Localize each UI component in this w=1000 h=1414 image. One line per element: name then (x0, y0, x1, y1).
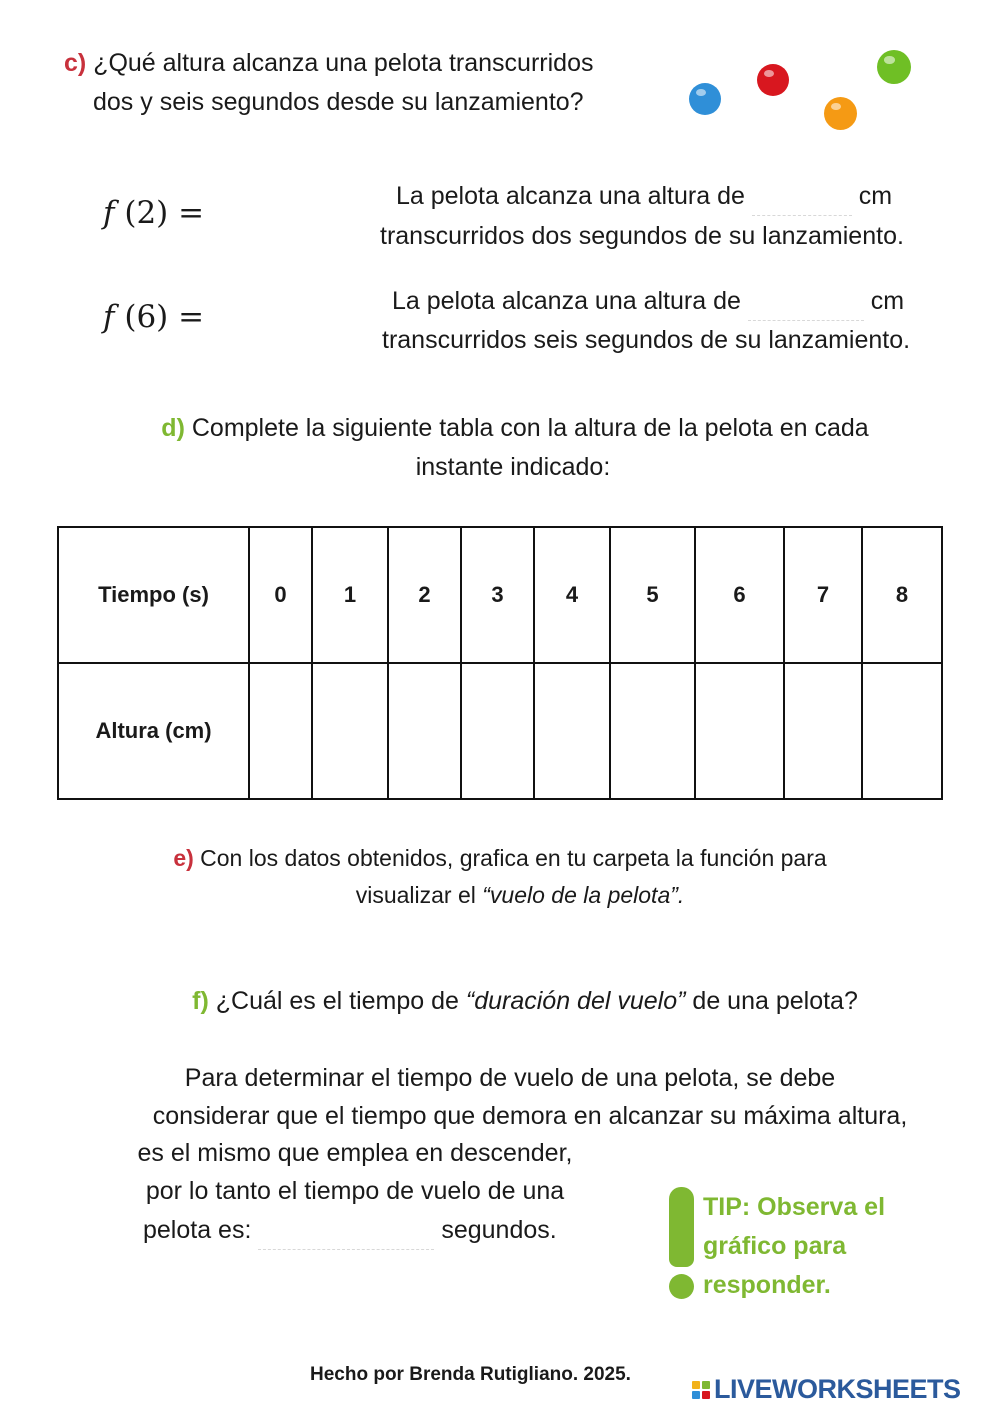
paragraph-line3: es el mismo que emplea en descender, (137, 1139, 573, 1167)
paragraph-line5 (143, 1211, 643, 1250)
f6-argument: (6) = (124, 299, 205, 335)
exclamation-icon (669, 1187, 694, 1267)
question-e (40, 840, 960, 877)
height-answer-cell[interactable] (461, 663, 534, 799)
f6-answer-line1 (392, 282, 962, 321)
question-letter-d: d) (161, 414, 185, 442)
height-answer-cell[interactable] (862, 663, 942, 799)
f2-height-input[interactable] (752, 186, 852, 216)
question-letter-e: e) (173, 845, 194, 871)
green-ball-icon (877, 50, 911, 84)
f6-height-input[interactable] (748, 291, 864, 321)
paragraph-line5-after: segundos. (441, 1216, 557, 1244)
time-cell: 7 (784, 527, 862, 663)
liveworksheets-logo-icon (692, 1381, 710, 1399)
height-table (57, 526, 943, 800)
f6-expression (103, 299, 204, 335)
f2-function-name: f (103, 195, 115, 231)
question-f-text-before: ¿Cuál es el tiempo de (215, 987, 459, 1015)
paragraph-line5-before: pelota es: (143, 1216, 252, 1244)
question-c (64, 44, 684, 83)
f2-answer-line1 (396, 177, 956, 216)
time-cell: 0 (249, 527, 312, 663)
height-answer-cell[interactable] (312, 663, 388, 799)
f2-expression (103, 195, 204, 231)
liveworksheets-brand: LIVEWORKSHEETS (714, 1374, 961, 1404)
height-answer-cell[interactable] (249, 663, 312, 799)
question-e-line2-text: visualizar el (355, 882, 476, 908)
tip-line2: gráfico para (703, 1232, 847, 1260)
question-letter-c: c) (64, 49, 87, 77)
time-cell: 2 (388, 527, 461, 663)
exclamation-dot-icon (669, 1274, 694, 1299)
question-f-text-after: de una pelota? (692, 987, 858, 1015)
question-f (80, 982, 970, 1021)
paragraph-line1: Para determinar el tiempo de vuelo de una pelota, se debe (184, 1064, 836, 1092)
question-c-line1: ¿Qué altura alcanza una pelota transcurridos (93, 49, 594, 77)
question-f-quote: “duración del vuelo” (465, 987, 686, 1015)
question-e-quote: “vuelo de la pelota”. (482, 882, 685, 908)
tip-box (703, 1188, 923, 1305)
height-row-header: Altura (cm) (58, 663, 249, 799)
author-credit: Hecho por Brenda Rutigliano. 2025. (310, 1364, 631, 1385)
time-row (58, 527, 942, 663)
f6-answer-line2: transcurridos seis segundos de su lanzamiento. (382, 326, 911, 354)
question-e-line1: Con los datos obtenidos, grafica en tu carpeta la función para (200, 845, 827, 871)
time-cell: 8 (862, 527, 942, 663)
red-ball-icon (757, 64, 789, 96)
f2-answer-line2: transcurridos dos segundos de su lanzamiento. (380, 222, 904, 250)
blue-ball-icon (689, 83, 721, 115)
liveworksheets-logo[interactable] (692, 1374, 961, 1405)
question-e-line2 (40, 877, 1000, 914)
height-answer-cell[interactable] (534, 663, 610, 799)
f6-unit: cm (870, 287, 905, 315)
f6-line1-text: La pelota alcanza una altura de (392, 287, 741, 315)
flight-time-input[interactable] (258, 1220, 434, 1250)
time-row-header: Tiempo (s) (58, 527, 249, 663)
time-cell: 3 (461, 527, 534, 663)
question-c-line2: dos y seis segundos desde su lanzamiento? (93, 88, 584, 116)
f2-unit: cm (858, 182, 893, 210)
time-cell: 5 (610, 527, 695, 663)
height-row (58, 663, 942, 799)
height-answer-cell[interactable] (610, 663, 695, 799)
orange-ball-icon (824, 97, 857, 130)
height-answer-cell[interactable] (388, 663, 461, 799)
question-d-line1: Complete la siguiente tabla con la altura de la pelota en cada (191, 414, 869, 442)
height-answer-cell[interactable] (695, 663, 784, 799)
time-cell: 4 (534, 527, 610, 663)
paragraph-line2: considerar que el tiempo que demora en alcanzar su máxima altura, (152, 1102, 908, 1130)
paragraph-line4: por lo tanto el tiempo de vuelo de una (145, 1177, 565, 1205)
time-cell: 6 (695, 527, 784, 663)
tip-line1: TIP: Observa el (703, 1193, 886, 1221)
f2-argument: (2) = (124, 195, 205, 231)
f2-line1-text: La pelota alcanza una altura de (396, 182, 745, 210)
time-cell: 1 (312, 527, 388, 663)
question-letter-f: f) (192, 987, 209, 1015)
question-d (60, 409, 970, 448)
height-answer-cell[interactable] (784, 663, 862, 799)
f6-function-name: f (103, 299, 115, 335)
tip-line3: responder. (703, 1271, 831, 1299)
question-d-line2: instante indicado: (415, 453, 611, 481)
